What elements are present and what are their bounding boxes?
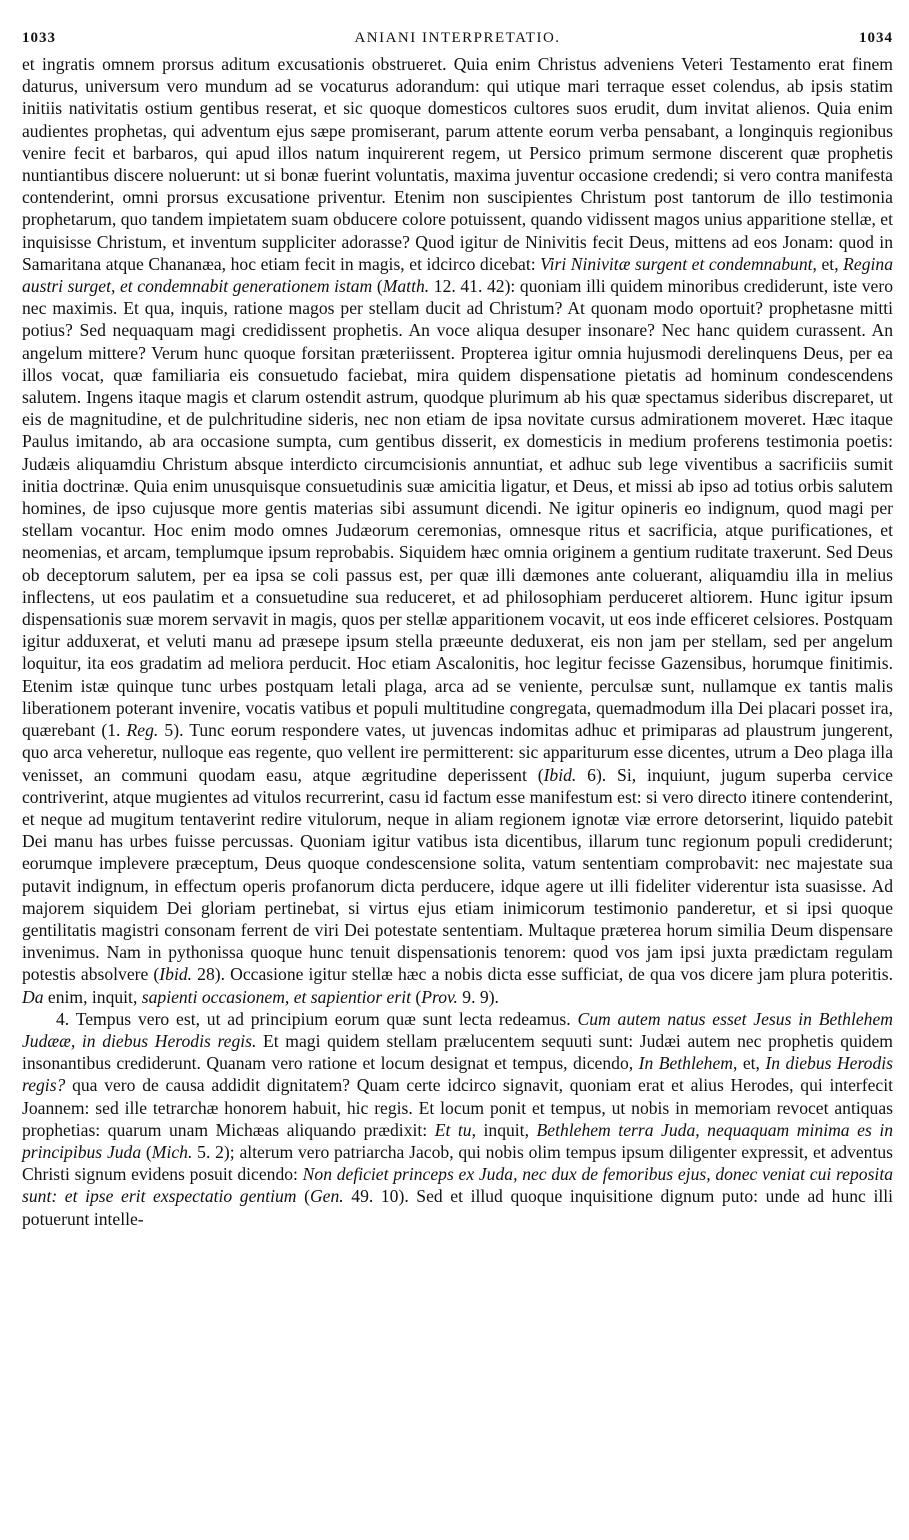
italic-text-segment: Ibid. [543, 764, 577, 785]
text-segment: 12. 41. 42): quoniam illi quidem minoribus crediderunt, iste vero nec maximis. Et qua, inquis, ratione magos per stellam ducit ad Christum? At quonam modo oportuit? prophetasne mitti potius? Sed nequaquam magi credidissent prophetis. An voce aliqua desuper insonare? Nec hanc quidem curassent. An angelum mittere? Verum hunc quoque forsitan præteriissent. Propterea igitur omnia hujusmodi derelinquens Deus, per ea illos vocat, quæ familiaria eis consuetudo faciebat, mira quidem dispensatione pietatis ad hominum condescendens salutem. Ingens itaque magis et clarum ostendit astrum, quodque plurimum ab his quæ spectamus sideribus discreparet, ut eis de magnitudine, et de pulchritudine sideris, nec non etiam de ipsa novitate cursus admirationem moveret. Hæc itaque Paulus imitando, ab ara occasione sumpta, cum gentibus disserit, ex domesticis in medium proferens testimonia poetis: Judæis aliquamdiu Christum absque interdicto circumcisionis annuntiat, et adhuc sub lege viventibus a sacrificiis sumit initia doctrinæ. Quia enim unusquisque consuetudinis suæ amicitia ligatur, et Deus, et missi ab ipso ad totius orbis salutem homines, de ipso cujusque more gentis materias sibi assumunt dicendi. Ne igitur opineris eo indignum, quod magi per stellam vocantur. Hoc enim modo omnes Judæorum ceremonias, omnesque ritus et sacrificia, atque purificationes, et neomenias, et arcam, templumque ipsum reprobabis. Siquidem hæc omnia originem a gentium ruditate traxerunt. Sed Deus ob deceptorum salutem, per ea ipsa se coli passus est, per quæ illi dæmones ante coluerant, aliquamdiu illa in melius inflectens, ut eos paulatim et a consuetudine sua reduceret, et ad philosophiam perduceret altiorem. Hunc igitur ipsum dispensationis suæ morem servavit in magis, quos per stellæ apparitionem vocavit, ut eos inde efficeret celsiores. Postquam igitur adduxerat, et veluti manu ad præsepe ipsum stella præeunte deduxerat, eis non jam per stellam, sed per angelum loquitur, ita eos gradatim ad meliora perducit. Hoc etiam Ascalonitis, hoc legitur fecisse Gazensibus, horumque finitimis. Etenim istæ quinque tunc urbes postquam letali plaga, arca ad se veniente, perculsæ sunt, nullamque ex tantis malis liberationem poterant invenire, vocatis vatibus et populi multitudine congregata, quemadmodum illa Dei placari posset ira, quærebant (1. [22, 276, 893, 741]
text-segment: 6). Si, inquiunt, jugum superba cervice contriverint, atque mugientes ad vitulos recurrerint, casu id factum esse manifestum est: si vero directo itinere contenderint, et neque ad mugitum tentaverint redire vitulorum, neque in aliam regionem ignotæ viæ errore detorserint, liquido patebit Dei manu has urbes fuisse percussas. Quoniam igitur vatibus ista dicentibus, illarum tunc regionum populi crediderunt; eorumque implevere præceptum, Deus quoque condescensione solita, vatum sententiam comprobavit: nec majestate sua putavit indignum, in effectum operis profanorum dicta perducere, idque agere ut illi fideliter viderentur ista suasisse. Ad majorem siquidem Dei gloriam pertinebat, si virtus ejus etiam inimicorum testimonio panderetur, et si ipsi quoque gentilitatis magistri consonam ferrent de viri Dei potestate sententiam. Multaque præterea horum similia Deum dispensare invenimus. Nam in pythonissa quoque hunc tenuit dispensationis tenorem: quod vos jam ipsi juxta prædictam regulam potestis absolvere ( [22, 764, 893, 985]
text-segment: , et, [732, 1053, 766, 1074]
italic-text-segment: sapienti occasionem, et sapientior erit [141, 986, 411, 1007]
text-segment: ( [411, 986, 422, 1007]
running-title: ANIANI INTERPRETATIO. [354, 30, 561, 46]
text-segment: 5). Tunc eorum respondere vates, ut juvencas indomitas adhuc et primiparas ad plaustrum jungerent, quo arca veheretur, nulloque eas regente, quo vellent ire permitterent: sic appariturum esse dicentes, utrum a Deo plaga illa venisset, an communi quodam easu, atque ægritudine deperissent ( [22, 720, 894, 785]
italic-text-segment: Et tu [434, 1119, 472, 1140]
italic-text-segment: Viri Ninivitæ surgent et condemnabunt [540, 253, 813, 274]
text-segment: 4. Tempus vero est, ut ad principium eorum quæ sunt lecta redeamus. [56, 1008, 578, 1029]
italic-text-segment: Cum autem natus esset Jesus in Bethlehem Judææ, in diebus Herodis regis. [22, 1008, 893, 1051]
text-segment: enim, inquit, [43, 986, 142, 1007]
text-segment: 49. 10). Sed et illud quoque inquisitione dignum puto: unde ad hunc illi potuerunt intelle- [22, 1186, 894, 1229]
text-segment: ( [141, 1141, 152, 1162]
italic-text-segment: Da [22, 986, 44, 1007]
page-number-left: 1033 [22, 30, 56, 46]
text-segment: et ingratis omnem prorsus aditum excusationis obstrueret. Quia enim Christus adveniens Veteri Testamento erat finem daturus, universum vero mundum ad se vocaturus adorandum: qui utique mari terraque esset colendus, ab ipsis statim initiis nativitatis ostium gentibus reserat, et sic quoque domesticos cultores suos erudit, dum invitat alienos. Quia enim audientes prophetas, qui adventum ejus sæpe promiserant, parum attente eorum verba pensabant, a longinquis regionibus venire fecit et barbaros, qui apud illos natum inquirerent regem, ut Persico primum sermone discerent quæ prophetis nuntiantibus discere noluerunt: ut si bonæ fuerint voluntatis, maxima juventur occasione credendi; si vero contra manifesta contenderint, omni prorsus excusatione priventur. Etenim non suscipientes Christum post tantorum de illo testimonia prophetarum, quo tandem impietatem suam obducere colore potuissent, quando vidissent magos unius apparitione stellæ, et inquisisse Christum, et inventum suppliciter adorasse? Quod igitur de Ninivitis fecit Deus, mittens ad eos Jonam: quod in Samaritana atque Chananæa, hoc etiam fecit in magis, et idcirco dicebat: [22, 54, 893, 274]
text-segment: ( [296, 1186, 310, 1207]
italic-text-segment: Bethlehem terra Juda, nequaquam minima es in principibus Juda [22, 1119, 894, 1162]
italic-text-segment: In diebus Herodis regis? [22, 1053, 893, 1096]
text-segment: qua vero de causa addidit dignitatem? Quam certe idcirco signavit, quoniam erat et alius Herodes, qui interfecit Joannem: sed ille tetrarchæ honorem habuit, hic regis. Et locum ponit et tempus, ut nobis in memoriam revocet antiquas prophetias: quarum unam Michæas aliquando prædixit: [22, 1075, 893, 1140]
italic-text-segment: Prov. [421, 986, 458, 1007]
text-segment: ( [372, 276, 383, 297]
text-segment: 5. 2); alterum vero patriarcha Jacob, qui nobis olim tempus ipsum diligenter expressit, et adventus Christi signum evidens posuit dicendo: [22, 1141, 893, 1185]
italic-text-segment: Mich. [151, 1141, 193, 1162]
italic-text-segment: Regina austri surget, et condemnabit generationem istam [22, 253, 893, 297]
italic-text-segment: Ibid. [159, 964, 193, 985]
body-text [22, 53, 893, 1230]
italic-text-segment: Non deficiet princeps ex Juda, nec dux de femoribus ejus, donec veniat cui reposita sunt: et ipse erit exspectatio gentium [22, 1164, 894, 1207]
italic-text-segment: Gen. [309, 1186, 344, 1207]
italic-text-segment: In Bethlehem [638, 1053, 733, 1074]
italic-text-segment: Reg. [126, 720, 159, 741]
paragraph [22, 1008, 893, 1230]
text-segment: 9. 9). [457, 986, 499, 1007]
text-segment: , et, [812, 253, 844, 274]
text-segment: 28). Occasione igitur stellæ hæc a nobis dicta esse sufficiat, de qua vos dicere jam plura poteritis. [192, 964, 893, 985]
italic-text-segment: Matth. [382, 276, 430, 297]
text-segment: , inquit, [471, 1119, 537, 1140]
running-header [22, 30, 893, 47]
text-segment: Et magi quidem stellam prælucentem sequuti sunt: Judæi autem nec prophetis quidem insonantibus crediderunt. Quanam vero ratione et locum designat et tempus, dicendo, [22, 1030, 893, 1074]
paragraph [22, 53, 893, 1008]
page-number-right: 1034 [858, 30, 893, 46]
